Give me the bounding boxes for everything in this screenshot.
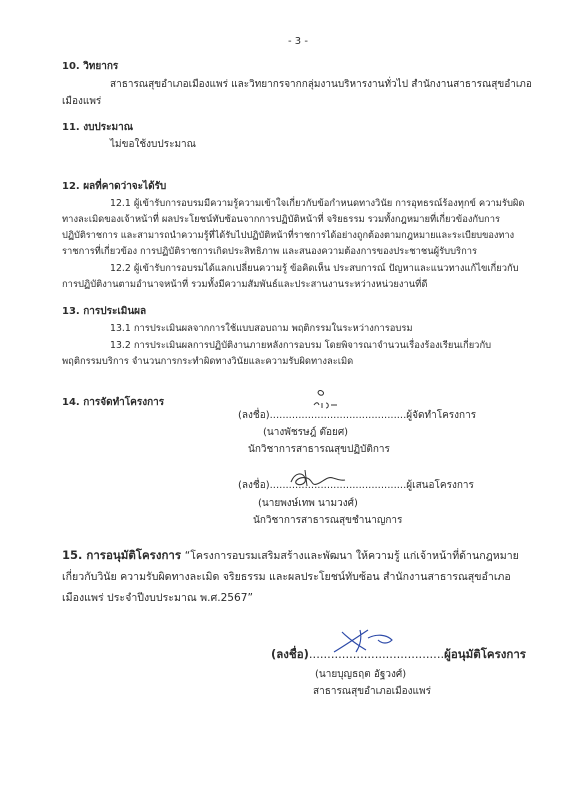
proposer-role: ผู้เสนอโครงการ bbox=[406, 480, 474, 491]
section-10-heading: 10. วิทยากร bbox=[62, 61, 119, 72]
approver-name: (นายบุญธฤต อัฐวงศ์) bbox=[315, 669, 407, 680]
sign-prefix: (ลงชื่อ) bbox=[271, 647, 309, 661]
signature-dots: ........................................... bbox=[269, 480, 407, 491]
signature-dots: ..................................... bbox=[308, 647, 445, 661]
proposer-position: นักวิชาการสาธารณสุขชำนาญการ bbox=[253, 515, 403, 526]
preparer-name: (นางพัชรษฎ์ ต๊อยศ) bbox=[263, 427, 349, 438]
section-13-line: พฤติกรรมบริการ จำนวนการกระทำผิดทางวินัยและความรับผิดทางละเมิด bbox=[62, 356, 354, 367]
section-12-line: 12.2 ผู้เข้ารับการอบรมได้แลกเปลี่ยนความรู้ ข้อคิดเห็น ประสบการณ์ ปัญหาและแนวทางแก้ไขเกี่ยวกับ bbox=[110, 263, 519, 274]
page-number: - 3 - bbox=[288, 36, 308, 47]
section-13-line: 13.2 การประเมินผลการปฏิบัติงานภายหลังการอบรม โดยพิจารณาจำนวนเรื่องร้องเรียนเกี่ยวกับ bbox=[110, 340, 492, 351]
section-11-heading: 11. งบประมาณ bbox=[62, 122, 134, 133]
signature-dots: ........................................... bbox=[269, 410, 407, 421]
proposer-name: (นายพงษ์เทพ นามวงศ์) bbox=[258, 498, 358, 509]
section-15-line: เกี่ยวกับวินัย ความรับผิดทางละเมิด จริยธรรม และผลประโยชน์ทับซ้อน สำนักงานสาธารณสุขอำเภอ bbox=[62, 571, 511, 583]
section-13-line: 13.1 การประเมินผลจากการใช้แบบสอบถาม พฤติกรรมในระหว่างการอบรม bbox=[110, 323, 413, 334]
approver-role: ผู้อนุมัติโครงการ bbox=[444, 647, 526, 661]
section-15-heading: 15. การอนุมัติโครงการ bbox=[62, 548, 182, 562]
section-15-text: “โครงการอบรมเสริมสร้างและพัฒนา ให้ความรู้ แก่เจ้าหน้าที่ด้านกฎหมาย bbox=[184, 550, 519, 562]
approver-signature-line bbox=[271, 647, 526, 662]
section-10-line: เมืองแพร่ bbox=[62, 96, 102, 107]
section-14-heading: 14. การจัดทำโครงการ bbox=[62, 397, 165, 408]
section-15-line: เมืองแพร่ ประจำปีงบประมาณ พ.ศ.2567” bbox=[62, 592, 254, 604]
section-12-line: 12.1 ผู้เข้ารับการอบรมมีความรู้ความเข้าใจเกี่ยวกับข้อกำหนดทางวินัย การอุทธรณ์ร้องทุกข์ ความรับผิด bbox=[110, 198, 525, 209]
preparer-position: นักวิชาการสาธารณสุขปฏิบัติการ bbox=[248, 444, 390, 455]
section-12-heading: 12. ผลที่คาดว่าจะได้รับ bbox=[62, 181, 167, 192]
section-12-line: การปฏิบัติงานตามอำนาจหน้าที่ รวมทั้งมีความสัมพันธ์และประสานงานระหว่างหน่วยงานที่ดี bbox=[62, 279, 428, 290]
section-12-line: ทางละเมิดของเจ้าหน้าที่ ผลประโยชน์ทับซ้อนจากการปฏิบัติหน้าที่ จริยธรรม รวมทั้งกฎหมายที่เกี่ยวข้องกับการ bbox=[62, 214, 501, 225]
section-13-heading: 13. การประเมินผล bbox=[62, 306, 147, 317]
section-10-line: สาธารณสุขอำเภอเมืองแพร่ และวิทยากรจากกลุ่มงานบริหารงานทั่วไป สำนักงานสาธารณสุขอำเภอ bbox=[110, 79, 532, 90]
sign-prefix: (ลงชื่อ) bbox=[238, 410, 270, 421]
proposer-signature-line bbox=[238, 479, 474, 492]
approver-position: สาธารณสุขอำเภอเมืองแพร่ bbox=[313, 686, 431, 697]
preparer-role: ผู้จัดทำโครงการ bbox=[406, 410, 477, 421]
section-11-line: ไม่ขอใช้งบประมาณ bbox=[110, 139, 196, 150]
section-12-line: ราชการที่เกี่ยวข้อง การปฏิบัติราชการเกิดประสิทธิภาพ และสนองความต้องการของประชาชนผู้รับบริการ bbox=[62, 246, 478, 257]
sign-prefix: (ลงชื่อ) bbox=[238, 480, 270, 491]
preparer-signature-line bbox=[238, 409, 476, 422]
section-15-line bbox=[62, 548, 519, 564]
section-12-line: ปฏิบัติราชการ และสามารถนำความรู้ที่ได้รับไปปฏิบัติหน้าที่ราชการได้อย่างถูกต้องตามกฎหมายและระเบียบของทาง bbox=[62, 230, 515, 241]
